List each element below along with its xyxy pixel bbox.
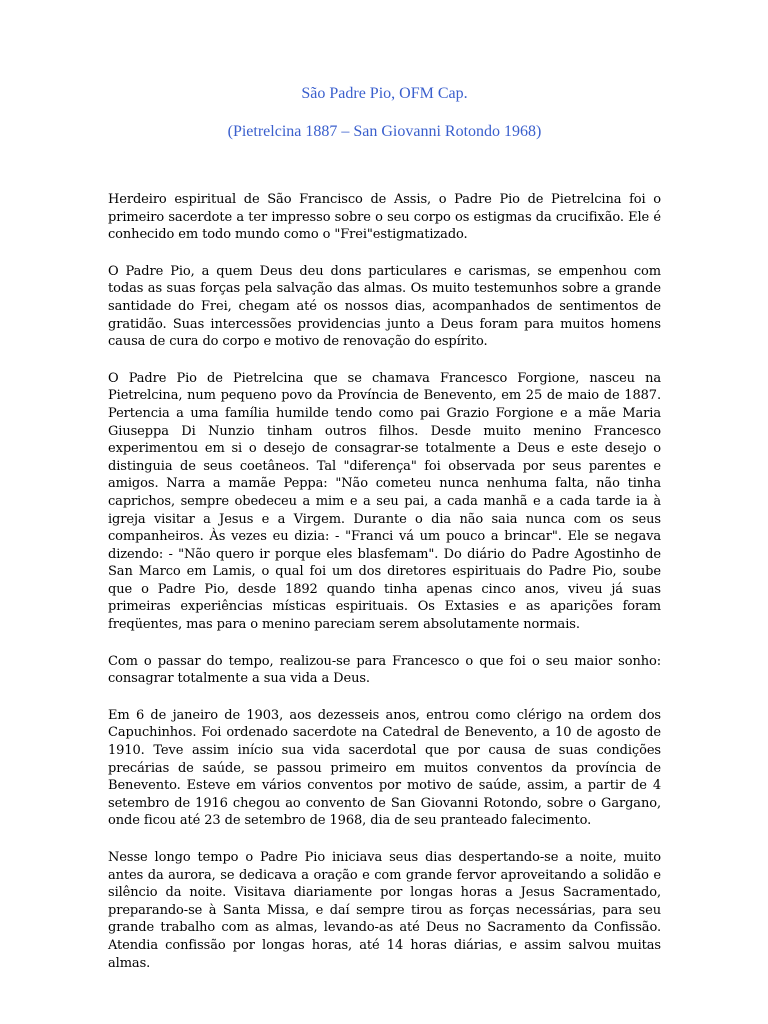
document-subtitle: (Pietrelcina 1887 – San Giovanni Rotondo 1968): [227, 123, 542, 140]
document-page: [108, 84, 661, 991]
paragraph-2: O Padre Pio, a quem Deus deu dons particulares e carismas, se empenhou com todas as suas forças pela salvação das almas. Os muito testemunhos sobre a grande santidade do Frei, chegam até os nossos dias, acompanhados de sentimentos de gratidão. Suas intercessões providencias junto a Deus foram para muitos homens causa de cura do corpo e motivo de renovação do espírito.: [108, 263, 661, 350]
paragraph-4: Com o passar do tempo, realizou-se para Francesco o que foi o seu maior sonho: consagrar totalmente a sua vida a Deus.: [108, 653, 661, 687]
paragraph-6: Nesse longo tempo o Padre Pio iniciava seus dias despertando-se a noite, muito antes da aurora, se dedicava a oração e com grande fervor aproveitando a solidão e silêncio da noite. Visitava diariamente por longas horas a Jesus Sacramentado, preparando-se à Santa Missa, e daí sempre tirou as forças necessárias, para seu grande trabalho com as almas, levando-as até Deus no Sacramento da Confissão. Atendia confissão por longas horas, até 14 horas diárias, e assim salvou muitas almas.: [108, 850, 661, 971]
paragraph-1: Herdeiro espiritual de São Francisco de Assis, o Padre Pio de Pietrelcina foi o primeiro sacerdote a ter impresso sobre o seu corpo os estigmas da crucifixão. Ele é conhecido em todo mundo como o "Frei"estigmatizado.: [108, 192, 661, 243]
document-body: [108, 191, 661, 972]
document-title: São Padre Pio, OFM Cap.: [301, 85, 468, 102]
paragraph-3: O Padre Pio de Pietrelcina que se chamava Francesco Forgione, nasceu na Pietrelcina, num pequeno povo da Província de Benevento, em 25 de maio de 1887. Pertencia a uma família humilde tendo como pai Grazio Forgione e a mãe Maria Giuseppa Di Nunzio tinham outros filhos. Desde muito menino Francesco experimentou em si o desejo de consagrar-se totalmente a Deus e este desejo o distinguia de seus coetâneos. Tal "diferença" foi observada por seus parentes e amigos. Narra a mamãe Peppa: "Não cometeu nunca nenhuma falta, não tinha caprichos, sempre obedeceu a mim e a seu pai, a cada manhã e a cada tarde ia à igreja visitar a Jesus e a Virgem. Durante o dia não saia nunca com os seus companheiros. Às vezes eu dizia: - "Franci vá um pouco a brincar". Ele se negava dizendo: - "Não quero ir porque eles blasfemam". Do diário do Padre Agostinho de San Marco em Lamis, o qual foi um dos diretores espirituais do Padre Pio, soube que o Padre Pio, desde 1892 quando tinha apenas cinco anos, viveu já suas primeiras experiências místicas espirituais. Os Extasies e as aparições foram freqüentes, mas para o menino pareciam serem absolutamente normais.: [108, 370, 661, 633]
paragraph-5: Em 6 de janeiro de 1903, aos dezesseis anos, entrou como clérigo na ordem dos Capuchinhos. Foi ordenado sacerdote na Catedral de Benevento, a 10 de agosto de 1910. Teve assim início sua vida sacerdotal que por causa de suas condições precárias de saúde, se passou primeiro em muitos conventos da província de Benevento. Esteve em vários conventos por motivo de saúde, assim, a partir de 4 setembro de 1916 chegou ao convento de San Giovanni Rotondo, sobre o Gargano, onde ficou até 23 de setembro de 1968, dia de seu pranteado falecimento.: [108, 707, 661, 829]
